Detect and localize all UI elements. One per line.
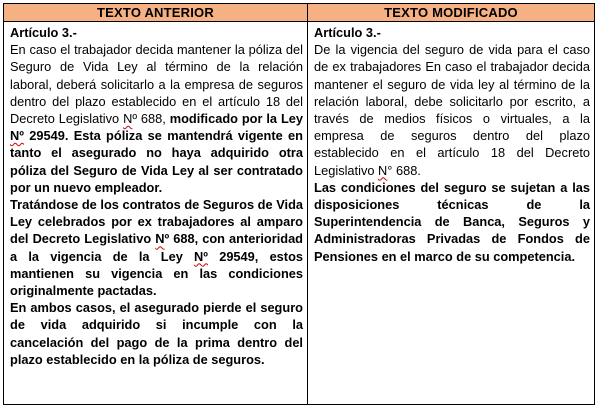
- paragraph-1-right: De la vigencia del seguro de vida para el caso de ex trabajadores En caso el trabajador decida mantener el seguro de vida ley al término de la relación laboral, debe solicitarlo por escrito, a través de medios físicos o virtuales, a la empresa de seguros dentro del plazo establecido en el artículo 18 del Decreto Legislativo N° 688.: [314, 42, 590, 178]
- comparison-table: [3, 3, 595, 405]
- header-texto-modificado: TEXTO MODIFICADO: [308, 4, 594, 22]
- cell-texto-anterior: [4, 22, 308, 404]
- paragraph-1-left: En caso el trabajador decida mantener la póliza del Seguro de Vida Ley al término de la relación laboral, deberá solicitarlo a la empresa de seguros dentro del plazo establecido en el artículo 18 del Decreto Legislativo Nº 688, modificado por la Ley Nº 29549. Esta póliza se mantendrá vigente en tanto el asegurado no haya adquirido otra póliza del Seguro de Vida Ley al ser contratado por un nuevo empleador.: [10, 42, 303, 195]
- article-heading-left: Artículo 3.-: [10, 25, 77, 40]
- paragraph-3-left: En ambos casos, el asegurado pierde el seguro de vida adquirido si incumple con la cancelación del pago de la prima dentro del plazo establecido en la póliza de seguros.: [10, 300, 303, 367]
- paragraph-2-right: Las condiciones del seguro se sujetan a las disposiciones técnicas de la Superintendencia de Banca, Seguros y Administradoras Privadas de Fondos de Pensiones en el marco de su competencia.: [314, 179, 590, 264]
- article-heading-right: Artículo 3.-: [314, 25, 381, 40]
- header-texto-anterior: TEXTO ANTERIOR: [4, 4, 308, 22]
- paragraph-2-left: Tratándose de los contratos de Seguros de Vida Ley celebrados por ex trabajadores al amparo del Decreto Legislativo Nº 688, con anterioridad a la vigencia de la Ley Nº 29549, estos mantienen su vigencia en las condiciones originalmente pactadas.: [10, 197, 304, 299]
- cell-texto-modificado: [308, 22, 594, 404]
